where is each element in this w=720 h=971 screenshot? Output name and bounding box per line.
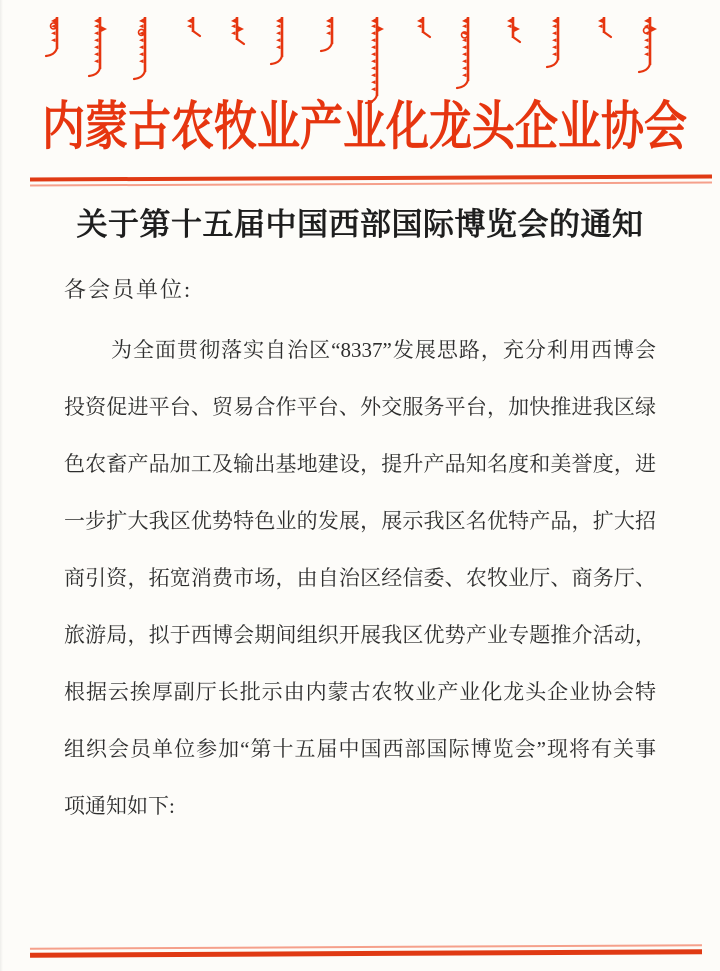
org-name-char: 古 [128, 98, 171, 157]
divider-thick-line [30, 949, 702, 958]
mongolian-tail-stroke [237, 39, 244, 44]
org-name-char: 蒙 [85, 98, 128, 157]
org-name-title [42, 98, 687, 160]
mongolian-tail-stroke [457, 80, 468, 88]
org-name-char: 农 [171, 98, 214, 157]
mongolian-tail-stroke [46, 48, 57, 56]
org-name-char: 内 [42, 98, 85, 157]
org-name-char: 业 [343, 98, 386, 157]
body-line: 根据云挨厚副厅长批示由内蒙古农牧业产业化龙头企业协会特 [64, 680, 656, 704]
mongolian-word-glyph [187, 17, 194, 32]
mongolian-word-glyph [417, 17, 424, 33]
body-line: 旅游局，拟于西博会期间组织开展我区优势产业专题推介活动， [64, 623, 656, 647]
org-name-char: 会 [644, 98, 687, 157]
body-line: 商引资，拓宽消费市场，由自治区经信委、农牧业厅、商务厅、 [64, 566, 656, 590]
body-line: 投资促进平台、贸易合作平台、外交服务平台，加快推进我区绿 [64, 395, 656, 419]
notice-title: 关于第十五届中国西部国际博览会的通知 [76, 207, 644, 242]
mongolian-word-glyph [139, 17, 146, 72]
org-name-char: 业 [558, 98, 601, 157]
mongolian-word-glyph [51, 17, 58, 49]
mongolian-word-glyph [462, 17, 469, 81]
mongolian-tail-stroke [89, 68, 100, 76]
org-name-char: 牧 [214, 98, 257, 157]
notice-body [64, 322, 656, 835]
mongolian-script-decoration [0, 0, 720, 110]
mongolian-tail-stroke [639, 64, 650, 72]
mongolian-tail-stroke [423, 32, 430, 37]
mongolian-tail-stroke [321, 43, 332, 51]
mongolian-word-glyph [276, 17, 283, 57]
letterhead-divider [30, 175, 712, 187]
mongolian-word-glyph [371, 17, 384, 96]
mongolian-tail-stroke [271, 56, 282, 64]
body-line: 一步扩大我区优势特色业的发展，展示我区名优特产品，扩大招 [64, 509, 656, 533]
org-name-char: 化 [386, 98, 429, 157]
body-line: 色农畜产品加工及输出基地建设，提升产品知名度和美誉度，进 [64, 452, 656, 476]
org-name-char: 企 [515, 98, 558, 157]
mongolian-word-glyph [507, 17, 520, 38]
org-name-char: 龙 [429, 98, 472, 157]
footer-divider [30, 944, 702, 958]
body-line: 项通知如下: [64, 794, 175, 818]
mongolian-tail-stroke [604, 32, 611, 37]
mongolian-tail-stroke [134, 71, 145, 79]
mongolian-tail-stroke [193, 31, 200, 36]
divider-thin-line [30, 182, 712, 187]
org-name-char: 协 [601, 98, 644, 157]
mongolian-word-glyph [231, 17, 244, 40]
mongolian-tail-stroke [513, 37, 520, 42]
mongolian-word-glyph [94, 17, 107, 69]
mongolian-word-glyph [644, 17, 657, 65]
org-name-char: 业 [257, 98, 300, 157]
mongolian-tail-stroke [547, 59, 558, 67]
mongolian-word-glyph [598, 17, 605, 33]
mongolian-word-glyph [326, 17, 333, 44]
salutation: 各会员单位: [64, 277, 193, 302]
divider-thick-line [30, 175, 712, 182]
body-line: 为全面贯彻落实自治区“8337”发展思路，充分利用西博会 [111, 338, 656, 362]
org-name-char: 产 [300, 98, 343, 157]
org-name-char: 头 [472, 98, 515, 157]
mongolian-word-glyph [552, 17, 559, 60]
body-line: 组织会员单位参加“第十五届中国西部国际博览会”现将有关事 [64, 737, 656, 761]
